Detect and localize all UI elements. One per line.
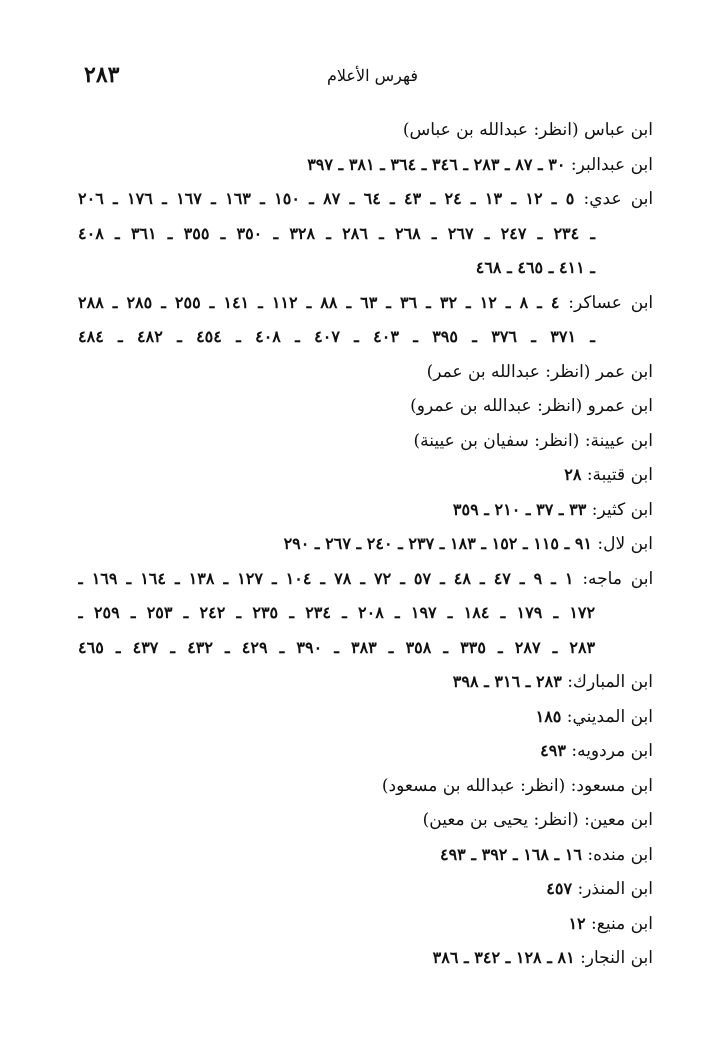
entry-name: ابن عمرو <box>587 396 653 416</box>
entry-page-references: ٩١ ـ ١١٥ ـ ١٥٢ ـ ١٨٣ ـ ٢٣٧ ـ ٢٤٠ ـ ٢٦٧ ـ ٢٩٠ <box>283 534 593 553</box>
entry-name: ابن مردويه: <box>571 741 653 761</box>
index-entry <box>78 941 653 976</box>
entry-name: ابن المنذر: <box>577 879 653 899</box>
entry-name: ابن ماجه: <box>582 568 653 589</box>
index-entry-continuation <box>78 251 653 286</box>
index-entry <box>78 355 653 390</box>
index-entry <box>78 907 653 942</box>
index-entry <box>78 734 653 769</box>
index-entry <box>78 562 653 597</box>
entry-page-references: ٥ ـ ١٢ ـ ١٣ ـ ٢٤ ـ ٤٣ ـ ٦٤ ـ ٨٧ ـ ١٥٠ ـ ١٦٣ ـ ١٦٧ ـ ١٧٦ ـ ٢٠٦ <box>78 189 575 208</box>
index-entry <box>78 286 653 321</box>
index-entry <box>78 803 653 838</box>
entry-name: ابن مسعود: <box>570 775 653 796</box>
index-entry <box>78 527 653 562</box>
entry-name: ابن عمر <box>595 361 653 382</box>
entry-cross-reference: (انظر: يحيى بن معين) <box>422 810 579 830</box>
entry-page-references: ٨١ ـ ١٢٨ ـ ٣٤٢ ـ ٣٨٦ <box>432 948 575 967</box>
entry-name: ابن عدي: <box>583 189 653 209</box>
index-entry <box>78 665 653 700</box>
entry-page-references: ـ ٤١١ ـ ٤٦٥ ـ ٤٦٨ <box>475 258 595 277</box>
entry-cross-reference: (انظر: سفيان بن عيينة) <box>413 430 580 451</box>
index-entry-continuation <box>78 596 653 631</box>
index-entry <box>78 113 653 148</box>
entry-page-references: ٢٨ <box>564 465 582 484</box>
entry-cross-reference: (انظر: عبدالله بن عباس) <box>402 120 579 140</box>
index-entry <box>78 838 653 873</box>
index-entry <box>78 424 653 459</box>
entry-page-references: ٣٠ ـ ٨٧ ـ ٢٨٣ ـ ٣٤٦ ـ ٣٦٤ ـ ٣٨١ ـ ٣٩٧ <box>307 154 566 174</box>
entry-cross-reference: (انظر: عبدالله بن عمرو) <box>410 396 583 416</box>
entry-page-references: ٢٨٣ ـ ٢٨٧ ـ ٣٣٥ ـ ٣٥٨ ـ ٣٨٣ ـ ٣٩٠ ـ ٤٢٩ ـ ٤٣٢ ـ ٤٣٧ ـ ٤٦٥ <box>78 637 596 657</box>
entry-name: ابن النجار: <box>580 948 653 968</box>
entry-name: ابن عيينة: <box>584 430 653 451</box>
entry-name: ابن عساكر: <box>568 292 653 313</box>
entry-page-references: ١٢ <box>568 913 586 933</box>
entry-cross-reference: (انظر: عبدالله بن مسعود) <box>381 775 566 796</box>
entry-page-references: ١٧٢ ـ ١٧٩ ـ ١٨٤ ـ ١٩٧ ـ ٢٠٨ ـ ٢٣٤ ـ ٢٣٥ ـ ٢٤٢ ـ ٢٥٣ ـ ٢٥٩ ـ <box>78 603 596 622</box>
index-entry <box>78 458 653 493</box>
running-title: فهرس الأعلام <box>326 66 418 85</box>
entry-name: ابن معين: <box>584 810 653 830</box>
page-header <box>84 62 653 92</box>
entry-page-references: ـ ٣٧١ ـ ٣٧٦ ـ ٣٩٥ ـ ٤٠٣ ـ ٤٠٧ ـ ٤٠٨ ـ ٤٥٤ ـ ٤٨٢ ـ ٤٨٤ <box>78 327 595 346</box>
entry-name: ابن لال: <box>597 534 653 554</box>
entry-page-references: ١٨٥ <box>535 706 562 726</box>
index-entry <box>78 700 653 735</box>
entry-name: ابن المبارك: <box>567 672 653 692</box>
entry-name: ابن قتيبة: <box>586 465 653 485</box>
entry-name: ابن عباس <box>583 120 653 140</box>
index-entry <box>78 769 653 804</box>
index-entry-continuation <box>78 631 653 666</box>
index-entry <box>78 493 653 528</box>
entry-name: ابن المديني: <box>566 706 653 727</box>
page-number: ٢٨٣ <box>84 62 120 88</box>
entry-page-references: ١٦ ـ ١٦٨ ـ ٣٩٢ ـ ٤٩٣ <box>439 844 582 864</box>
index-entry <box>78 389 653 424</box>
index-entry-continuation <box>78 217 653 252</box>
entry-page-references: ٤٩٣ <box>540 741 566 760</box>
entry-page-references: ٤٥٧ <box>546 879 573 898</box>
index-entry <box>78 182 653 217</box>
index-list <box>78 113 653 976</box>
entry-page-references: ١ ـ ٩ ـ ٤٧ ـ ٤٨ ـ ٥٧ ـ ٧٢ ـ ٧٨ ـ ١٠٤ ـ ١٢٧ ـ ١٣٨ ـ ١٦٤ ـ ١٦٩ ـ <box>78 568 574 588</box>
entry-cross-reference: (انظر: عبدالله بن عمر) <box>426 361 591 382</box>
index-entry <box>78 148 653 183</box>
index-entry <box>78 872 653 907</box>
entry-name: ابن كثير: <box>591 499 653 520</box>
entry-name: ابن عبدالبر: <box>570 154 653 175</box>
entry-page-references: ـ ٢٣٤ ـ ٢٤٧ ـ ٢٦٧ ـ ٢٦٨ ـ ٢٨٦ ـ ٣٢٨ ـ ٣٥٠ ـ ٣٥٥ ـ ٣٦١ ـ ٤٠٨ <box>78 223 596 243</box>
entry-page-references: ٢٨٣ ـ ٣١٦ ـ ٣٩٨ <box>452 672 562 691</box>
index-entry-continuation <box>78 320 653 355</box>
entry-page-references: ٤ ـ ٨ ـ ١٢ ـ ٣٢ ـ ٣٦ ـ ٦٣ ـ ٨٨ ـ ١١٢ ـ ١٤١ ـ ٢٥٥ ـ ٢٨٥ ـ ٢٨٨ <box>78 292 560 312</box>
entry-name: ابن منده: <box>587 844 653 865</box>
entry-name: ابن منيع: <box>591 913 653 934</box>
entry-page-references: ٣٣ ـ ٣٧ ـ ٢١٠ ـ ٣٥٩ <box>452 499 587 519</box>
